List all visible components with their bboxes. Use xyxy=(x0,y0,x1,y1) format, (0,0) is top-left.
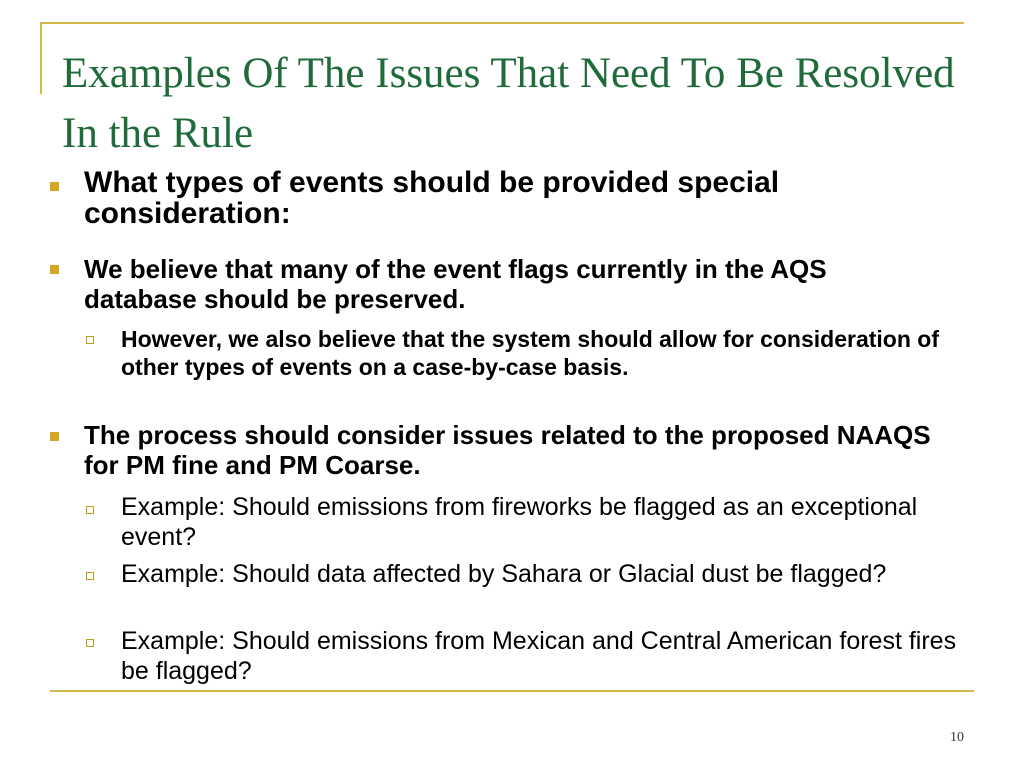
hollow-square-bullet-icon xyxy=(86,336,94,344)
bullet-3-text: The process should consider issues related to the proposed NAAQS for PM fine and PM Coarse. xyxy=(84,420,931,480)
bullet-3-sub-3-text: Example: Should emissions from Mexican and Central American forest fires be flagged? xyxy=(121,627,957,685)
frame-bottom-rule xyxy=(50,690,974,692)
slide-title: Examples Of The Issues That Need To Be Resolved In the Rule xyxy=(62,50,955,157)
square-bullet-icon xyxy=(50,432,59,441)
bullet-3-sub-1-text: Example: Should emissions from fireworks be flagged as an exceptional event? xyxy=(121,493,918,551)
bullet-2-text: We believe that many of the event flags currently in the AQS database should be preserved. xyxy=(84,254,827,314)
hollow-square-bullet-icon xyxy=(86,506,94,514)
page-number: 10 xyxy=(950,730,964,745)
bullet-1-text: What types of events should be provided special consideration: xyxy=(84,166,780,230)
bullet-2-sub-1-text: However, we also believe that the system should allow for consideration of other types of events on a case-by-case basis. xyxy=(121,326,939,380)
bullet-3-sub-2-text: Example: Should data affected by Sahara or Glacial dust be flagged? xyxy=(121,560,887,588)
square-bullet-icon xyxy=(50,265,59,274)
hollow-square-bullet-icon xyxy=(86,639,94,647)
hollow-square-bullet-icon xyxy=(86,572,94,580)
square-bullet-icon xyxy=(50,182,59,191)
